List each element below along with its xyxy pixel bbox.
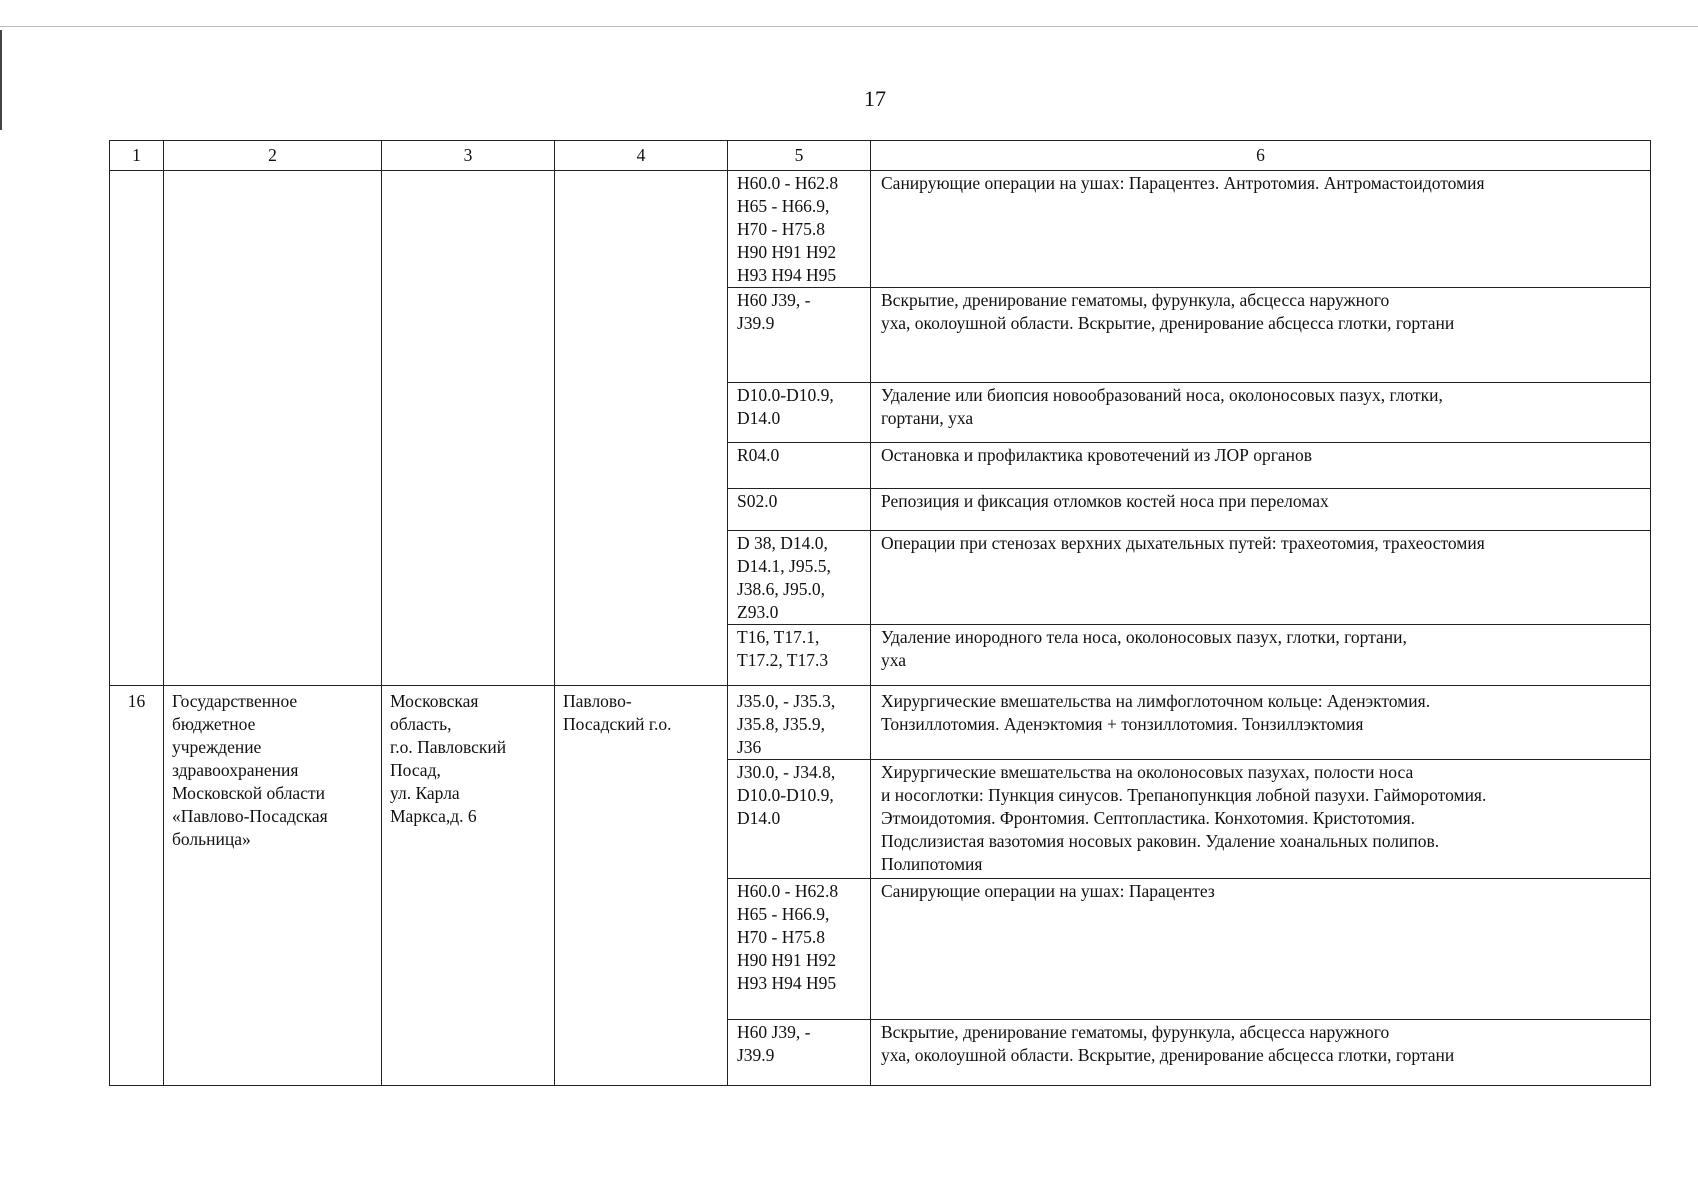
- column-number-5: 5: [728, 141, 871, 171]
- procedure-cell: Репозиция и фиксация отломков костей носа при переломах: [871, 489, 1651, 531]
- procedures-table: [109, 140, 1651, 1086]
- icd-codes-cell: H60 J39, - J39.9: [728, 1020, 871, 1086]
- procedure-cell: Удаление инородного тела носа, околоносовых пазух, глотки, гортани, уха: [871, 625, 1651, 686]
- organization-name-cell: Государственное бюджетное учреждение здравоохранения Московской области «Павлово-Посадская больница»: [164, 686, 382, 1086]
- procedure-cell: Хирургические вмешательства на лимфоглоточном кольце: Аденэктомия. Тонзиллотомия. Аденэктомия + тонзиллотомия. Тонзиллэктомия: [871, 686, 1651, 760]
- procedure-cell: Операции при стенозах верхних дыхательных путей: трахеотомия, трахеостомия: [871, 531, 1651, 625]
- continued-municipality-cell: [555, 171, 728, 686]
- municipality-cell: Павлово- Посадский г.о.: [555, 686, 728, 1086]
- procedure-cell: Санирующие операции на ушах: Парацентез: [871, 879, 1651, 1020]
- icd-codes-cell: H60.0 - H62.8 H65 - H66.9, H70 - H75.8 H90 H91 H92 H93 H94 H95: [728, 879, 871, 1020]
- scan-edge-top: [0, 26, 1698, 27]
- scan-edge-left: [0, 30, 2, 130]
- page-number: 17: [864, 86, 886, 111]
- table-row: [110, 686, 1651, 760]
- continued-organization-cell: [164, 171, 382, 686]
- column-number-4: 4: [555, 141, 728, 171]
- icd-codes-cell: J35.0, - J35.3, J35.8, J35.9, J36: [728, 686, 871, 760]
- procedure-cell: Вскрытие, дренирование гематомы, фурункула, абсцесса наружного уха, околоушной области. Вскрытие, дренирование абсцесса глотки, гортани: [871, 288, 1651, 383]
- column-number-6: 6: [871, 141, 1651, 171]
- procedure-cell: Хирургические вмешательства на околоносовых пазухах, полости носа и носоглотки: Пункция синусов. Трепанопункция лобной пазухи. Гайморотомия. Этмоидотомия. Фронтомия. Септопластика. Конхотомия. Кристотомия. Подслизистая вазотомия носовых раковин. Удаление хоанальных полипов. Полипотомия: [871, 760, 1651, 879]
- procedure-cell: Остановка и профилактика кровотечений из ЛОР органов: [871, 443, 1651, 489]
- continued-address-cell: [382, 171, 555, 686]
- procedure-cell: Вскрытие, дренирование гематомы, фурункула, абсцесса наружного уха, околоушной области. Вскрытие, дренирование абсцесса глотки, гортани: [871, 1020, 1651, 1086]
- column-number-1: 1: [110, 141, 164, 171]
- icd-codes-cell: T16, T17.1, T17.2, T17.3: [728, 625, 871, 686]
- column-number-2: 2: [164, 141, 382, 171]
- procedure-cell: Санирующие операции на ушах: Парацентез. Антротомия. Антромастоидотомия: [871, 171, 1651, 288]
- column-number-row: [110, 141, 1651, 171]
- icd-codes-cell: H60.0 - H62.8 H65 - H66.9, H70 - H75.8 H90 H91 H92 H93 H94 H95: [728, 171, 871, 288]
- column-number-3: 3: [382, 141, 555, 171]
- continued-number-cell: [110, 171, 164, 686]
- icd-codes-cell: D10.0-D10.9, D14.0: [728, 383, 871, 443]
- icd-codes-cell: H60 J39, - J39.9: [728, 288, 871, 383]
- icd-codes-cell: S02.0: [728, 489, 871, 531]
- address-cell: Московская область, г.о. Павловский Посад, ул. Карла Маркса,д. 6: [382, 686, 555, 1086]
- table-row: [110, 171, 1651, 288]
- procedure-cell: Удаление или биопсия новообразований носа, околоносовых пазух, глотки, гортани, уха: [871, 383, 1651, 443]
- icd-codes-cell: R04.0: [728, 443, 871, 489]
- entry-number-cell: 16: [110, 686, 164, 1086]
- icd-codes-cell: J30.0, - J34.8, D10.0-D10.9, D14.0: [728, 760, 871, 879]
- icd-codes-cell: D 38, D14.0, D14.1, J95.5, J38.6, J95.0, Z93.0: [728, 531, 871, 625]
